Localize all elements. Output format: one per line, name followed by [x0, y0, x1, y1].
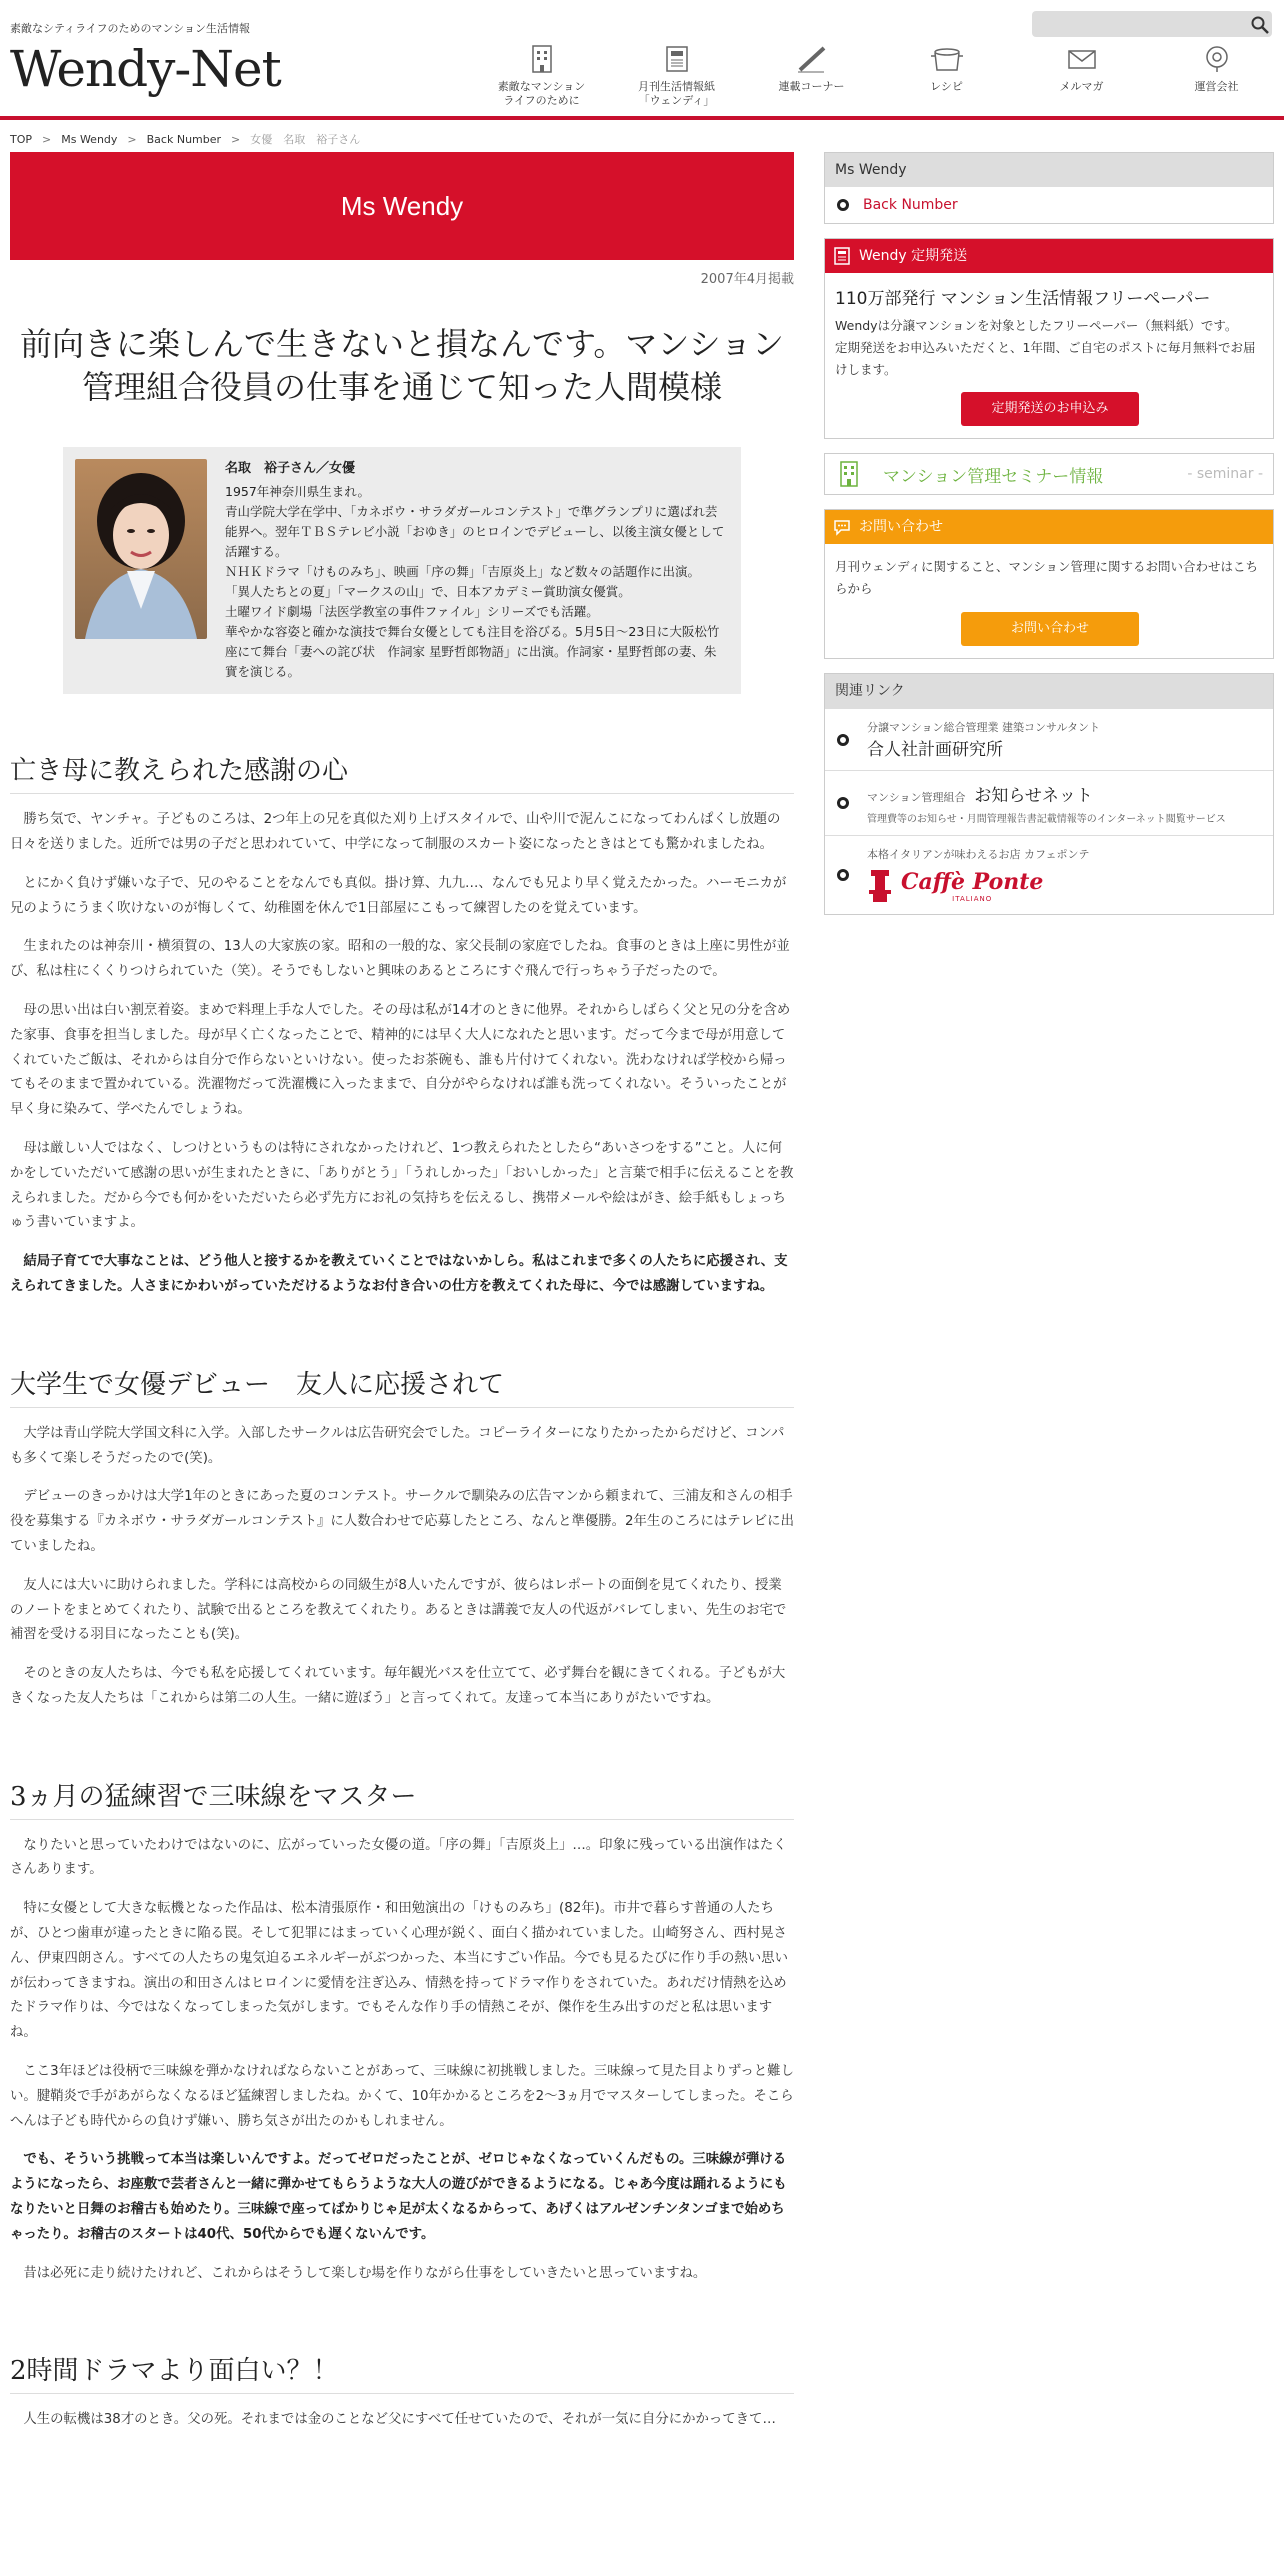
mswendy-box [824, 152, 1274, 224]
article-section [10, 750, 794, 1300]
nav-item-label: 素敵なマンション ライフのために [497, 80, 586, 108]
profile-line: 1957年神奈川県生まれ。 [225, 484, 371, 500]
breadcrumb-separator: > [231, 133, 241, 146]
breadcrumb-mswendy[interactable]: Ms Wendy [61, 133, 118, 146]
nav-item-label: メルマガ [1059, 80, 1104, 93]
contact-title-text: お問い合わせ [859, 519, 943, 536]
related-link-gojinsha[interactable] [825, 708, 1273, 770]
paragraph: 母の思い出は白い割烹着姿。まめで料理上手な人でした。その母は私が14才のときに他界。それからしばらく父と兄の分を含めた家事、食事を担当しました。母が早く亡くなったことで、精神的には早く大人になれたと思います。だって今まで母が用意してくれていたご飯は、それからは自分で作らないといけない。使ったお茶碗も、誰も片付けてくれない。洗わなければ学校から帰ってもそのままで置かれている。洗濯物だって洗濯機に入ったままで、自分がやらなければ誰も洗ってくれない。そういったことが早く身に染みて、学べたんでしょうね。 [10, 1002, 791, 1118]
related-link-caption: 分譲マンション総合管理業 建築コンサルタント [867, 721, 1101, 735]
nav-item-recipe[interactable] [879, 40, 1014, 112]
building-icon [530, 44, 554, 74]
paragraph: 特に女優として大きな転機となった作品は、松本清張原作・和田勉演出の「けものみち」(82年)。市井で暮らす普通の人たちが、ひとつ歯車が違ったときに陥る罠。そして犯罪にはまっていく心理が鋭く、面白く描かれていました。山崎努さん、西村晃さん、伊東四朗さん。すべての人たちの鬼気迫るエネルギーがぶつかった、本当にすごい作品。今でも見るたびに作り手の熱い思いが伝わってきますね。演出の和田さんはヒロインに愛情を注ぎ込み、情熱を持ってドラマ作りをされていた。あれだけ情熱を込めたドラマ作りは、今ではなくなってしまった気がします。でもそんな作り手の情熱こそが、傑作を生み出すのだと私は思いますね。 [10, 1901, 788, 2041]
bullet-icon [837, 199, 849, 211]
contact-button[interactable]: お問い合わせ [961, 612, 1139, 646]
newspaper-icon [833, 247, 851, 265]
related-links-title: 関連リンク [825, 674, 1273, 708]
nav-item-label: 連載コーナー [778, 80, 845, 93]
delivery-box [824, 238, 1274, 439]
bullet-icon [837, 734, 849, 746]
paragraph: 友人には大いに助けられました。学科には高校からの同級生が8人いたんですが、彼らはレポートの面倒を見てくれたり、授業のノートをまとめてくれたり、試験で出るところを教えてくれたり。あるときは講義で友人の代返がバレてしまい、先生のお宅で補習を受ける羽目になったことも(笑)。 [10, 1577, 787, 1643]
paragraph: デビューのきっかけは大学1年のときにあった夏のコンテスト。サークルで馴染みの広告マンから頼まれて、三浦友和さんの相手役を募集する『カネボウ・サラダガールコンテスト』に人数合わせで応募したところ、なんと準優勝。2年生のころにはテレビに出ていましたね。 [10, 1489, 794, 1554]
caffe-ponte-sub: ITALIANO [952, 895, 993, 904]
nav-item-label: レシピ [930, 80, 963, 93]
profile-photo [75, 459, 207, 639]
contact-body [825, 544, 1273, 658]
newspaper-icon [664, 44, 690, 74]
contact-box-title [825, 510, 1273, 544]
related-link-name: 合人社計画研究所 [867, 740, 1003, 761]
paragraph: とにかく負けず嫌いな子で、兄のやることをなんでも真似。掛け算、九九…、なんでも兄より早く覚えたかった。ハーモニカが兄のようにうまく吹けないのが悔しくて、幼稚園を休んで1日部屋にこもって練習したのを覚えています。 [10, 875, 787, 916]
profile-line: 華やかな容姿と確かな演技で舞台女優としても注目を浴びる。5月5日～23日に大阪松竹座にて舞台「妻への詫び状 作詞家 星野哲郎物語」に出演。作詞家・星野哲郎の妻、朱實を演じる。 [225, 624, 720, 680]
sidebar [824, 152, 1274, 929]
section-heading: 3ヵ月の猛練習で三味線をマスター [10, 1776, 794, 1820]
profile-text [225, 459, 727, 682]
contact-box [824, 509, 1274, 659]
coffee-machine-icon [867, 868, 893, 904]
search-input[interactable] [1032, 11, 1272, 37]
related-link-caffe-ponte[interactable] [825, 835, 1273, 914]
bullet-icon [837, 869, 849, 881]
paragraph: 勝ち気で、ヤンチャ。子どものころは、2つ年上の兄を真似た刈り上げスタイルで、山や川で泥んこになってわんぱくし放題の日々を送りました。近所では男の子だと思われていて、中学になって制服のスカート姿になったときはとても驚かれましたね。 [10, 812, 781, 852]
section-heading: 大学生で女優デビュー 友人に応援されて [10, 1364, 794, 1408]
section-banner: Ms Wendy [10, 152, 794, 260]
related-link-name: お知らせネット [974, 786, 1093, 807]
profile-line: ＮＨＫドラマ「けものみち」、映画「序の舞」「吉原炎上」など数々の話題作に出演。 [225, 564, 701, 580]
article-section [10, 1364, 794, 1712]
paragraph: なりたいと思っていたわけではないのに、広がっていった女優の道。「序の舞」「吉原炎上」…。印象に残っている出演作はたくさんあります。 [10, 1837, 787, 1878]
nav-item-label: 運営会社 [1194, 80, 1239, 93]
delivery-apply-button[interactable]: 定期発送のお申込み [961, 392, 1139, 426]
backnumber-label: Back Number [863, 197, 958, 213]
seminar-banner[interactable] [824, 453, 1274, 495]
pot-icon [929, 44, 965, 74]
nav-item-series[interactable] [744, 40, 879, 112]
breadcrumb-separator: > [127, 133, 137, 146]
caffe-ponte-name: Caffè Ponte [901, 869, 1044, 896]
nav-item-label: 月刊生活情報紙 「ウェンディ」 [638, 80, 715, 108]
delivery-box-title [825, 239, 1273, 273]
breadcrumb-top[interactable]: TOP [10, 133, 33, 146]
company-icon [1202, 44, 1232, 74]
bullet-icon [837, 797, 849, 809]
pen-icon [794, 44, 830, 74]
mail-icon [1067, 44, 1097, 74]
profile-line: 土曜ワイド劇場「法医学教室の事件ファイル」シリーズでも活躍。 [225, 604, 599, 620]
seminar-title: マンション管理セミナー情報 [883, 466, 1104, 487]
nav-item-wendy-paper[interactable] [609, 40, 744, 112]
profile-line: 青山学院大学在学中、「カネボウ・サラダガールコンテスト」で準グランプリに選ばれ芸能界へ。翌年ＴＢＳテレビ小説「おゆき」のヒロインでデビューし、以後主演女優として活躍する。 [225, 504, 725, 560]
related-link-desc: 管理費等のお知らせ・月間管理報告書記載情報等のインターネット閲覧サービス [867, 814, 1226, 826]
contact-text: 月刊ウェンディに関すること、マンション管理に関するお問い合わせはこちらから [835, 559, 1258, 597]
nav-item-company[interactable] [1149, 40, 1284, 112]
delivery-text: Wendyは分譲マンションを対象としたフリーペーパー（無料紙）です。 [835, 317, 1238, 333]
paragraph: 昔は必死に走り続けたけれど、これからはそうして楽しむ場を作りながら仕事をしていきたいと思っていますね。 [23, 2265, 707, 2281]
caffe-ponte-logo [867, 868, 1090, 904]
paragraph: 大学は青山学院大学国文科に入学。入部したサークルは広告研究会でした。コピーライターになりたかったからだけど、コンパも多くて楽しそうだったので(笑)。 [10, 1425, 785, 1466]
profile-line: 「異人たちとの夏」「マークスの山」で、日本アカデミー賞助演女優賞。 [225, 584, 631, 600]
breadcrumb-separator: > [42, 133, 52, 146]
issue-date: 2007年4月掲載 [700, 272, 794, 287]
search-icon[interactable] [1250, 15, 1270, 35]
section-heading: 亡き母に教えられた感謝の心 [10, 750, 794, 794]
backnumber-link[interactable] [825, 187, 1273, 223]
paragraph-emphasis: 結局子育てで大事なことは、どう他人と接するかを教えていくことではないかしら。私はこれまで多くの人たちに応援され、支えられてきました。人さまにかわいがっていただけるようなお付き合いの仕方を教えてくれた母に、今では感謝していますね。 [10, 1254, 788, 1294]
mswendy-box-title: Ms Wendy [825, 153, 1273, 187]
breadcrumb-backnumber[interactable]: Back Number [146, 133, 222, 146]
delivery-text: 定期発送をお申込みいただくと、1年間、ご自宅のポストに毎月無料でお届けします。 [835, 339, 1256, 377]
paragraph: 人生の転機は38才のとき。父の死。それまでは金のことなど父にすべて任せていたので、それが一気に自分にかかってきて… [23, 2412, 776, 2428]
related-link-oshirase-net[interactable] [825, 770, 1273, 835]
paragraph: 母は厳しい人ではなく、しつけというものは特にされなかったけれど、1つ教えられたとしたら“あいさつをする”こと。人に何かをしていただいて感謝の思いが生まれたときに、「ありがとう」「うれしかった」「おいしかった」と言葉で相手に伝えることを教えられました。だから今でも何かをいただいたら必ず先方にお礼の気持ちを伝えるし、携帯メールや絵はがき、絵手紙もしょっちゅう書いていますよ。 [10, 1140, 794, 1231]
paragraph: 生まれたのは神奈川・横須賀の、13人の大家族の家。昭和の一般的な、家父長制の家庭でしたね。食事のときは上座に男性が並び、私は柱にくくりつけられていた（笑）。そうでもしないと興味のあるところにすぐ飛んで行っちゃう子だったので。 [10, 939, 790, 980]
site-header [0, 0, 1284, 120]
main-nav [474, 40, 1284, 112]
delivery-lead: 110万部発行 マンション生活情報フリーペーパー [835, 289, 1211, 309]
paragraph-emphasis: でも、そういう挑戦って本当は楽しいんですよ。だってゼロだったことが、ゼロじゃなくなっていくんだもの。三味線が弾けるようになったら、お座敷で芸者さんと一緒に弾かせてもらうような大人の遊びができるようになる。じゃあ今度は踊れるようにもなりたいと日舞のお稽古も始めたり。三味線で座ってばかりじゃ足が太くなるからって、あげくはアルゼンチンタンゴまで始めちゃったり。お稽古のスタートは40代、50代からでも遅くないんです。 [10, 2152, 787, 2242]
related-link-caption: 本格イタリアンが味わえるお店 カフェポンテ [867, 848, 1090, 862]
speech-bubble-icon [833, 518, 851, 536]
related-links-box [824, 673, 1274, 915]
main-content [10, 152, 794, 2433]
related-link-caption: マンション管理組合 [867, 791, 966, 805]
article-section [10, 1776, 794, 2287]
article-section [10, 2350, 794, 2433]
paragraph: ここ3年ほどは役柄で三味線を弾かなければならないことがあって、三味線に初挑戦しました。三味線って見た目よりずっと難しい。腱鞘炎で手があがらなくなるほど猛練習しましたね。かくて、10年かかるところを2～3ヵ月でマスターしてしまった。そこらへんは子ども時代からの負けず嫌い、勝ち気さが出たのかもしれません。 [10, 2064, 794, 2129]
profile-name: 名取 裕子さん／女優 [225, 461, 356, 477]
building-icon [835, 460, 863, 488]
section-heading: 2時間ドラマより面白い？！ [10, 2350, 794, 2394]
paragraph: そのときの友人たちは、今でも私を応援してくれています。毎年観光バスを仕立てて、必ず舞台を観にきてくれる。子どもが大きくなった友人たちは「これからは第二の人生。一緒に遊ぼう」と言ってくれて。友達って本当にありがたいですね。 [10, 1666, 786, 1706]
article-headline: 前向きに楽しんで生きないと損なんです。マンション管理組合役員の仕事を通じて知った人間模様 [19, 325, 784, 407]
delivery-body [825, 273, 1273, 438]
breadcrumb [10, 131, 360, 147]
nav-item-mailmag[interactable] [1014, 40, 1149, 112]
breadcrumb-current: 女優 名取 裕子さん [250, 133, 361, 146]
seminar-subtitle: - seminar - [1187, 466, 1263, 483]
profile-box [63, 447, 741, 694]
delivery-title-text: Wendy 定期発送 [859, 248, 968, 264]
site-tagline: 素敵なシティライフのためのマンション生活情報 [10, 22, 250, 35]
site-logo[interactable]: Wendy-Net [10, 40, 281, 98]
nav-item-mansion-life[interactable] [474, 40, 609, 112]
